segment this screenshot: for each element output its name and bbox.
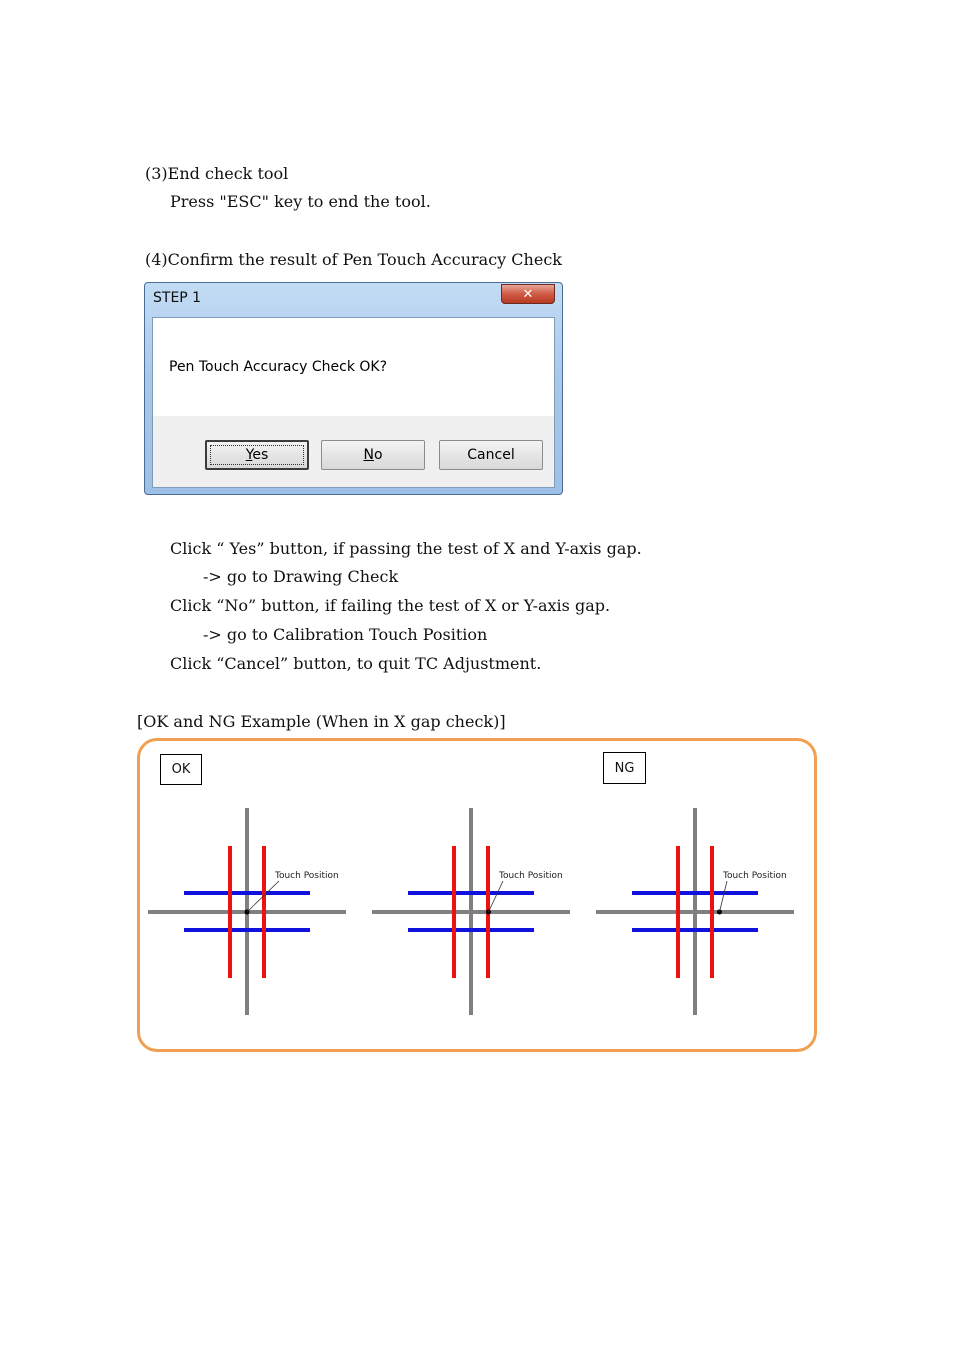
- step3-heading: (3)End check tool: [145, 164, 289, 183]
- dialog-title: STEP 1: [153, 290, 202, 306]
- example-heading: [OK and NG Example (When in X gap check)]: [137, 712, 506, 731]
- diagram-ng-2-leader-line: [720, 881, 728, 912]
- cancel-label: Cancel: [467, 447, 515, 463]
- no-label: No: [363, 447, 383, 463]
- yes-arrow: -> go to Drawing Check: [203, 567, 399, 586]
- no-arrow: -> go to Calibration Touch Position: [203, 625, 488, 644]
- diagram-ng-2-touch-label: Touch Position: [723, 871, 787, 881]
- dialog-message: Pen Touch Accuracy Check OK?: [169, 359, 388, 375]
- ok-label: OK: [171, 762, 191, 777]
- diagram-ng-1-touch-label: Touch Position: [499, 871, 563, 881]
- step4-heading: (4)Confirm the result of Pen Touch Accuracy Check: [145, 250, 562, 269]
- step3-body: Press "ESC" key to end the tool.: [170, 192, 431, 211]
- yes-instruction: Click “ Yes” button, if passing the test of X and Y-axis gap.: [170, 539, 642, 558]
- yes-label: Yes: [245, 447, 269, 463]
- close-icon: ✕: [522, 286, 534, 302]
- diagram-ok-touch-label: Touch Position: [275, 871, 339, 881]
- cancel-instruction: Click “Cancel” button, to quit TC Adjustment.: [170, 654, 542, 673]
- ng-label: NG: [614, 760, 635, 776]
- diagram-ng-1-leader-line: [489, 881, 504, 912]
- no-instruction: Click “No” button, if failing the test of X or Y-axis gap.: [170, 596, 611, 615]
